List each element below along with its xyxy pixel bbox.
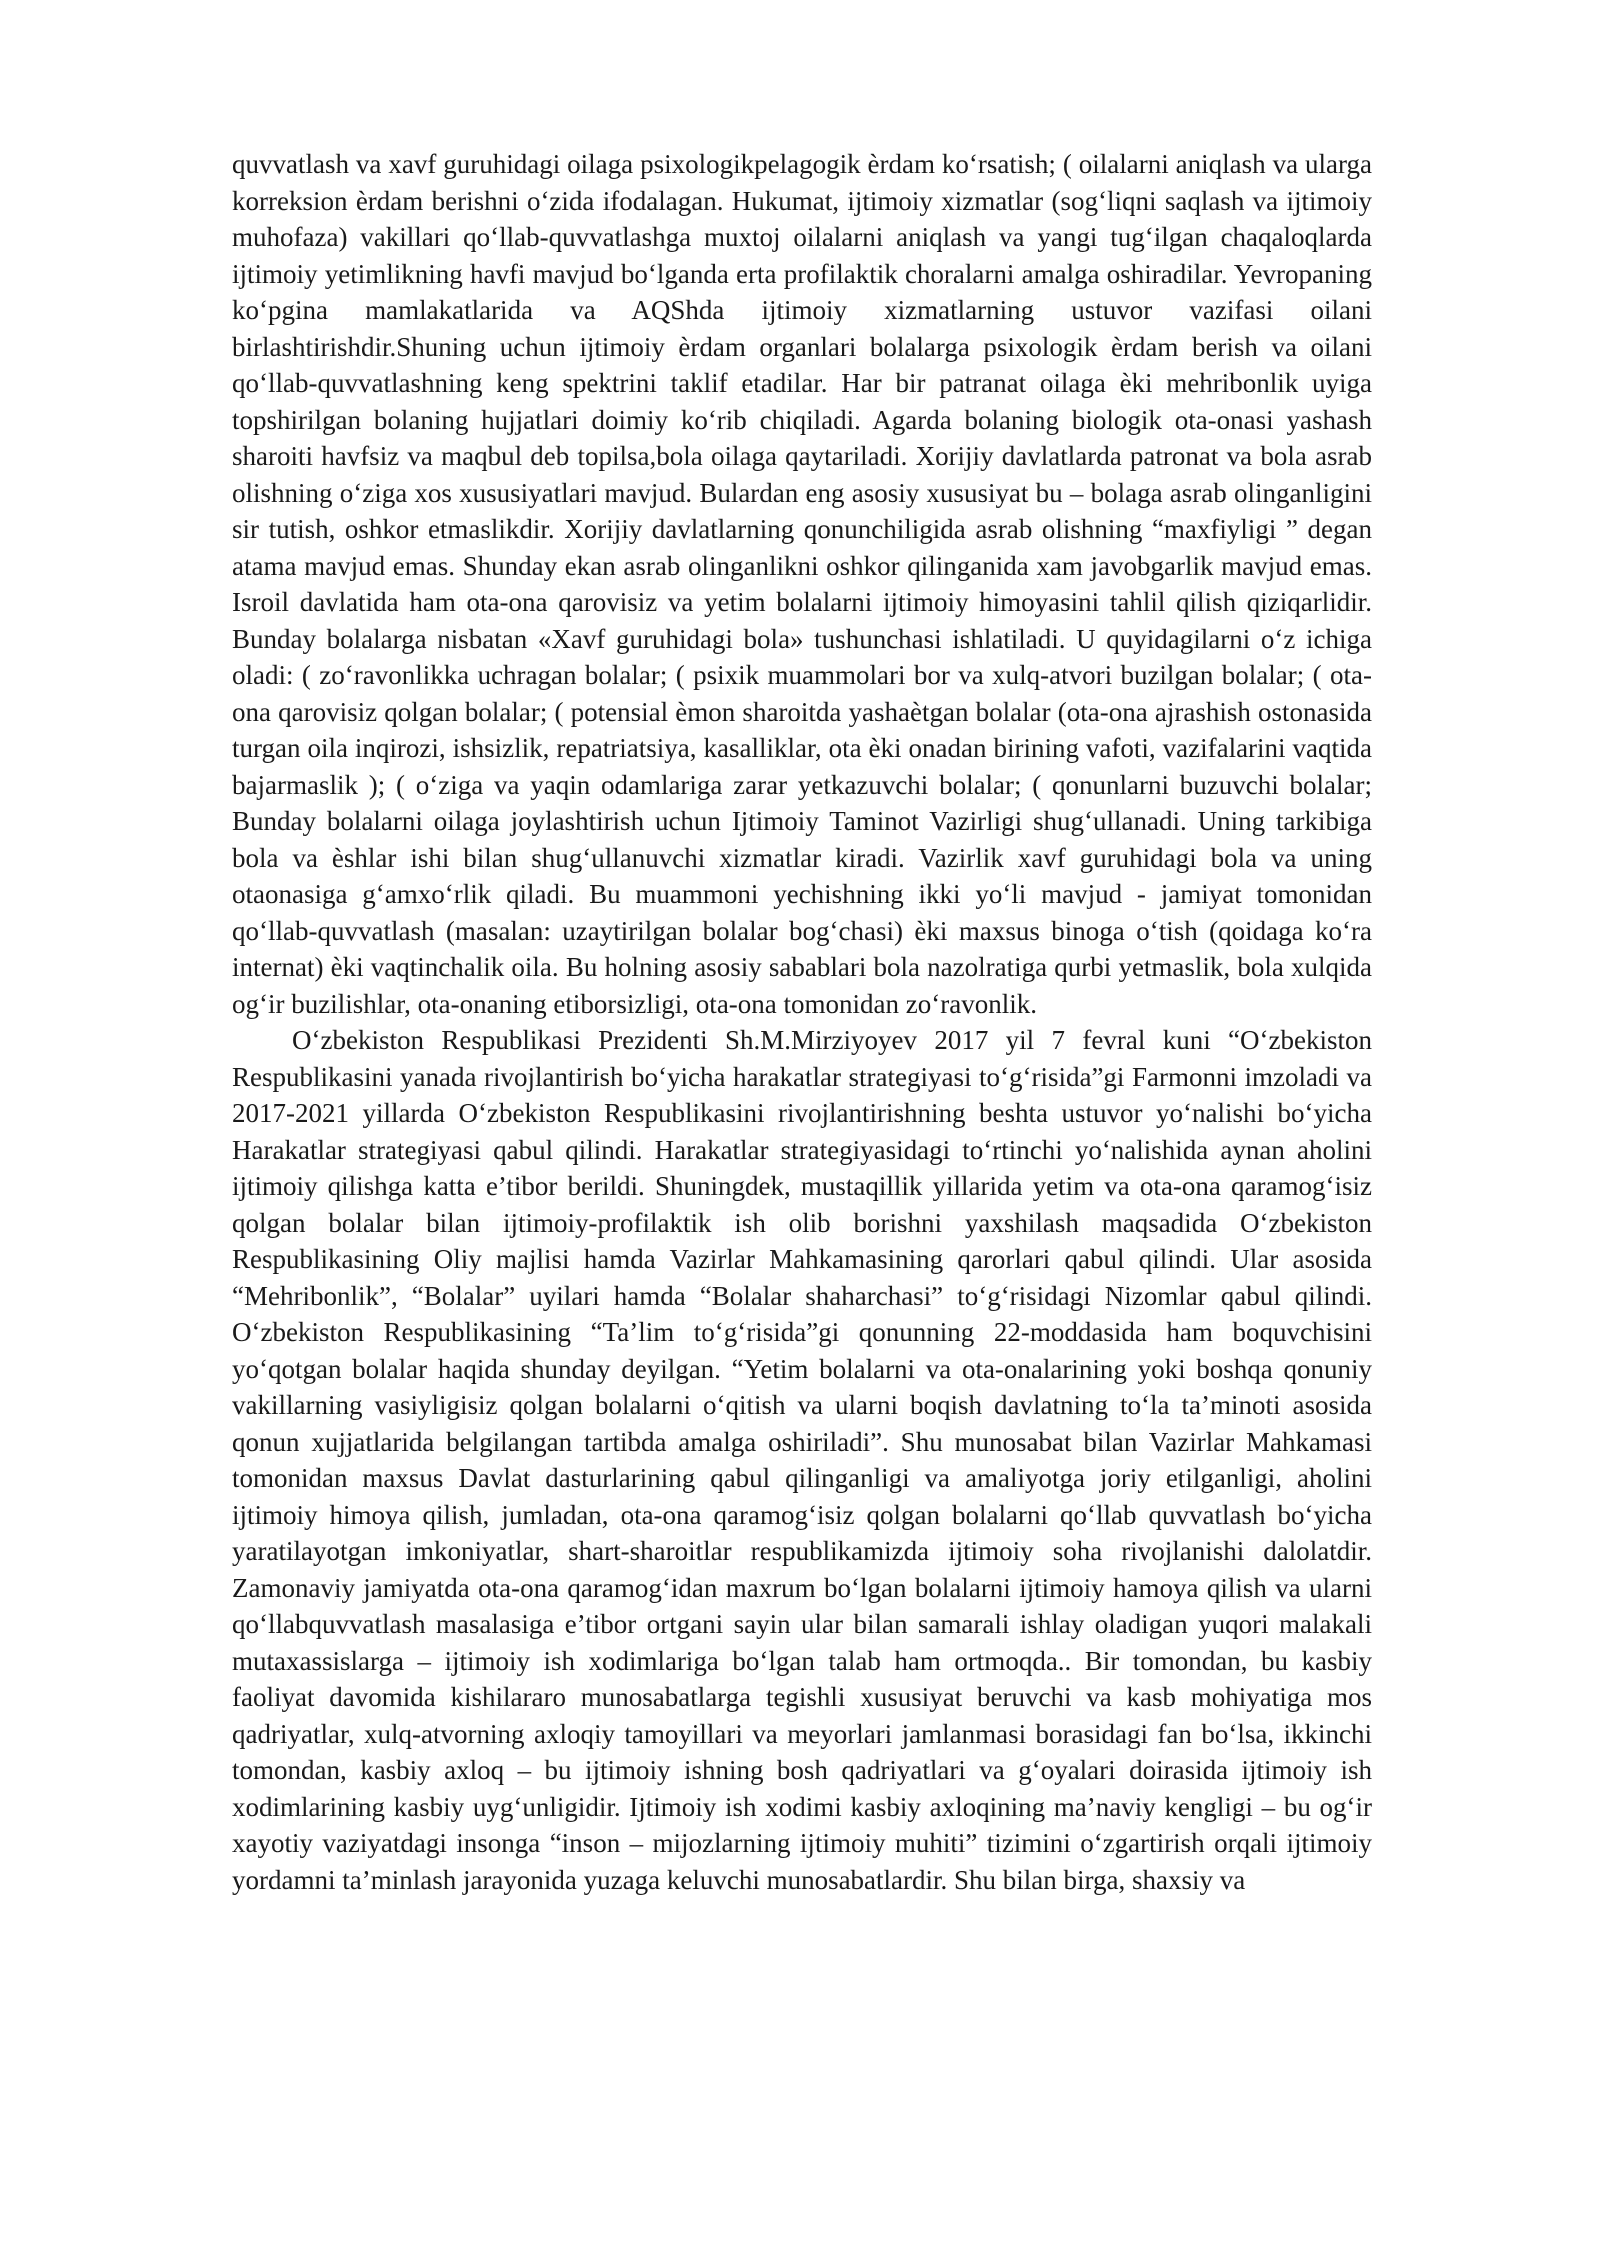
paragraph-2: O‘zbekiston Respublikasi Prezidenti Sh.M.Mirziyoyev 2017 yil 7 fevral kuni “O‘zbekiston Respublikasini yanada rivojlantirish bo‘yicha harakatlar strategiyasi to‘g‘risida”gi Farmonni imzoladi va 2017-2021 yillarda O‘zbekiston Respublikasini rivojlantirishning beshta ustuvor yo‘nalishi bo‘yicha Harakatlar strategiyasi qabul qilindi. Harakatlar strategiyasidagi to‘rtinchi yo‘nalishida aynan aholini ijtimoiy qilishga katta e’tibor berildi. Shuningdek, mustaqillik yillarida yetim va ota-ona qaramog‘isiz qolgan bolalar bilan ijtimoiy-profilaktik ish olib borishni yaxshilash maqsadida O‘zbekiston Respublikasining Oliy majlisi hamda Vazirlar Mahkamasining qarorlari qabul qilindi. Ular asosida “Mehribonlik”, “Bolalar” uyilari hamda “Bolalar shaharchasi” to‘g‘risidagi Nizomlar qabul qilindi. O‘zbekiston Respublikasining “Ta’lim to‘g‘risida”gi qonunning 22-moddasida ham boquvchisini yo‘qotgan bolalar haqida shunday deyilgan. “Yetim bolalarni va ota-onalarining yoki boshqa qonuniy vakillarning vasiyligisiz qolgan bolalarni o‘qitish va ularni boqish davlatning to‘la ta’minoti asosida qonun xujjatlarida belgilangan tartibda amalga oshiriladi”. Shu munosabat bilan Vazirlar Mahkamasi tomonidan maxsus Davlat dasturlarining qabul qilinganligi va amaliyotga joriy etilganligi, aholini ijtimoiy himoya qilish, jumladan, ota-ona qaramog‘isiz qolgan bolalarni qo‘llab quvvatlash bo‘yicha yaratilayotgan imkoniyatlar, shart-sharoitlar respublikamizda ijtimoiy soha rivojlanishi dalolatdir. Zamonaviy jamiyatda ota-ona qaramog‘idan maxrum bo‘lgan bolalarni ijtimoiy hamoya qilish va ularni qo‘llabquvvatlash masalasiga e’tibor ortgani sayin ular bilan samarali ishlay oladigan yuqori malakali mutaxassislarga – ijtimoiy ish xodimlariga bo‘lgan talab ham ortmoqda.. Bir tomondan, bu kasbiy faoliyat davomida kishilararo munosabatlarga tegishli xususiyat beruvchi va kasb mohiyatiga mos qadriyatlar, xulq-atvorning axloqiy tamoyillari va meyorlari jamlanmasi borasidagi fan bo‘lsa, ikkinchi tomondan, kasbiy axloq – bu ijtimoiy ishning bosh qadriyatlari va g‘oyalari doirasida ijtimoiy ish xodimlarining kasbiy uyg‘unligidir. Ijtimoiy ish xodimi kasbiy axloqining ma’naviy kengligi – bu og‘ir xayotiy vaziyatdagi insonga “inson – mijozlarning ijtimoiy muhiti” tizimini o‘zgartirish orqali ijtimoiy yordamni ta’minlash jarayonida yuzaga keluvchi munosabatlardir. Shu bilan birga, shaxsiy va — [232, 1025, 1372, 1895]
paragraph-1: quvvatlash va xavf guruhidagi oilaga psixologikpelagogik èrdam ko‘rsatish; ( oilalarni aniqlash va ularga korreksion èrdam berishni o‘zida ifodalagan. Hukumat, ijtimoiy xizmatlar (sog‘liqni saqlash va ijtimoiy muhofaza) vakillari qo‘llab-quvvatlashga muxtoj oilalarni aniqlash va yangi tug‘ilgan chaqaloqlarda ijtimoiy yetimlikning havfi mavjud bo‘lganda erta profilaktik choralarni amalga oshiradilar. Yevropaning ko‘pgina mamlakatlarida va AQShda ijtimoiy xizmatlarning ustuvor vazifasi oilani birlashtirishdir.Shuning uchun ijtimoiy èrdam organlari bolalarga psixologik èrdam berish va oilani qo‘llab-quvvatlashning keng spektrini taklif etadilar. Har bir patranat oilaga èki mehribonlik uyiga topshirilgan bolaning hujjatlari doimiy ko‘rib chiqiladi. Agarda bolaning biologik ota-onasi yashash sharoiti havfsiz va maqbul deb topilsa,bola oilaga qaytariladi. Xorijiy davlatlarda patronat va bola asrab olishning o‘ziga xos xususiyatlari mavjud. Bulardan eng asosiy xususiyat bu – bolaga asrab olinganligini sir tutish, oshkor etmaslikdir. Xorijiy davlatlarning qonunchiligida asrab olishning “maxfiyligi ” degan atama mavjud emas. Shunday ekan asrab olinganlikni oshkor qilinganida xam javobgarlik mavjud emas. Isroil davlatida ham ota-ona qarovisiz va yetim bolalarni ijtimoiy himoyasini tahlil qilish qiziqarlidir. Bunday bolalarga nisbatan «Xavf guruhidagi bola» tushunchasi ishlatiladi. U quyidagilarni o‘z ichiga oladi: ( zo‘ravonlikka uchragan bolalar; ( psixik muammolari bor va xulq-atvori buzilgan bolalar; ( ota-ona qarovisiz qolgan bolalar; ( potensial èmon sharoitda yashaètgan bolalar (ota-ona ajrashish ostonasida turgan oila inqirozi, ishsizlik, repatriatsiya, kasalliklar, ota èki onadan birining vafoti, vazifalarini vaqtida bajarmaslik ); ( o‘ziga va yaqin odamlariga zarar yetkazuvchi bolalar; ( qonunlarni buzuvchi bolalar; Bunday bolalarni oilaga joylashtirish uchun Ijtimoiy Taminot Vazirligi shug‘ullanadi. Uning tarkibiga bola va èshlar ishi bilan shug‘ullanuvchi xizmatlar kiradi. Vazirlik xavf guruhidagi bola va uning otaonasiga g‘amxo‘rlik qiladi. Bu muammoni yechishning ikki yo‘li mavjud - jamiyat tomonidan qo‘llab-quvvatlash (masalan: uzaytirilgan bolalar bog‘chasi) èki maxsus binoga o‘tish (qoidaga ko‘ra internat) èki vaqtinchalik oila. Bu holning asosiy sabablari bola nazolratiga qurbi yetmaslik, bola xulqida og‘ir buzilishlar, ota-onaning etiborsizligi, ota-ona tomonidan zo‘ravonlik. — [232, 149, 1372, 1019]
document-page — [232, 146, 1372, 1898]
